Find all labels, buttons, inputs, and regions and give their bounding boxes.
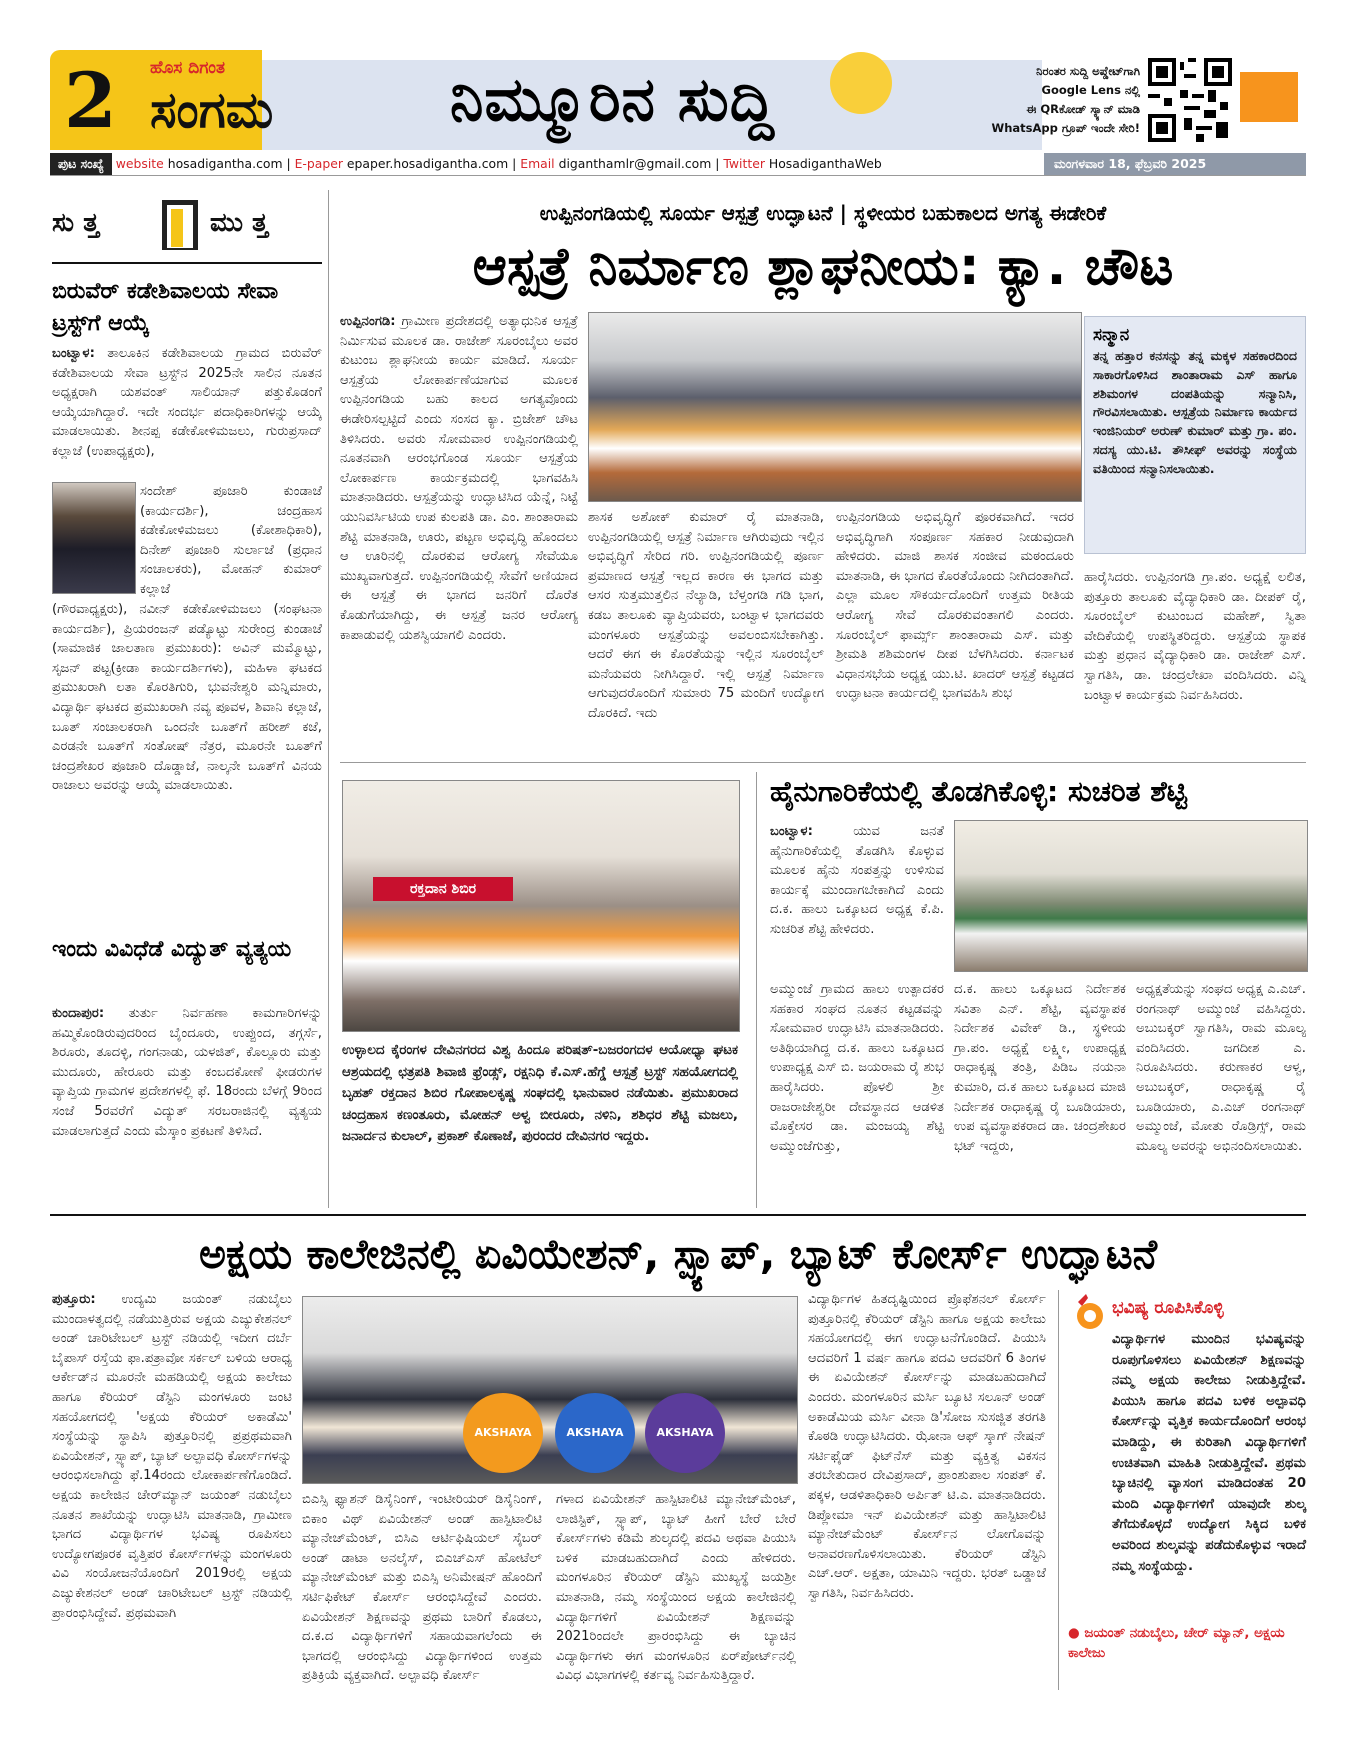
college-headline: ಅಕ್ಷಯ ಕಾಲೇಜಿನಲ್ಲಿ ಏವಿಯೇಶನ್, ಸ್ಪ್ಯಾಪ್, ಬ್ಯಾಟ್ ಕೋರ್ಸ್ ಉದ್ಘಾಟನೆ bbox=[198, 1230, 1158, 1278]
sidebar-story1-headline: ಬಿರುವೆರ್ ಕಡೇಶಿವಾಲಯ ಸೇವಾ ಟ್ರಸ್ಟ್‌ಗೆ ಆಯ್ಕೆ bbox=[52, 279, 279, 336]
lead-kicker: ಉಪ್ಪಿನಂಗಡಿಯಲ್ಲಿ ಸೂರ್ಯ ಆಸ್ಪತ್ರೆ ಉದ್ಘಾಟನೆ | ಸ್ಥಳೀಯರ ಬಹುಕಾಲದ ಅಗತ್ಯ ಈಡೇರಿಕೆ bbox=[539, 201, 1107, 225]
page-number: 2 bbox=[64, 56, 117, 145]
sanmana-title: ಸನ್ಮಾನ bbox=[1093, 325, 1130, 345]
lead-col2: ಶಾಸಕ ಅಶೋಕ್ ಕುಮಾರ್ ರೈ ಮಾತನಾಡಿ, ಉಪ್ಪಿನಂಗಡಿಯಲ್ಲಿ ಆಸ್ಪತ್ರೆ ನಿರ್ಮಾಣ ಆಗಿರುವುದು ಇಲ್ಲಿನ ಅಭಿವೃದ್ಧಿಗೆ ಸೇರಿದ ಗರಿ. ಉಪ್ಪಿನಂಗಡಿಯಲ್ಲಿ ಪೂರ್ಣ ಪ್ರಮಾಣದ ಆಸ್ಪತ್ರೆ ಇಲ್ಲದ ಕಾರಣ ಈ ಭಾಗದ ಮತ್ತು ಆಸರ ಸುತ್ತಮುತ್ತಲಿನ ನೆಲ್ಯಾಡಿ, ಬೆಳ್ತಂಗಡಿ ಗಡಿ ಭಾಗ, ಕಡಬ ತಾಲೂಕು ವ್ಯಾಪ್ತಿಯವರು, ಬಂಟ್ವಾಳ ಭಾಗದವರು ಮಂಗಳೂರು ಆಸ್ಪತ್ರೆಯನ್ನು ಅವಲಂಬಿಸಬೇಕಾಗಿತ್ತು. ಆದರೆ ಈಗ ಈ ಕೊರತೆಯನ್ನು ಇಲ್ಲಿನ ಸೂರಂಬೈಲ್ ಮನೆಯವರು ನೀಗಿಸಿದ್ದಾರೆ. ಇಲ್ಲಿ ಆಸ್ಪತ್ರೆ ನಿರ್ಮಾಣ ಆಗುವುದರೊಂದಿಗೆ ಸುಮಾರು 75 ಮಂದಿಗೆ ಉದ್ಯೋಗ ದೊರಕಿದೆ. ಇದು bbox=[588, 510, 824, 721]
sidebar-story1-rest: (ಗೌರವಾಧ್ಯಕ್ಷರು), ನವೀನ್ ಕಡೇಕೋಳಿಮಜಲು (ಸಂಘಟನಾ ಕಾರ್ಯದರ್ಶಿ), ಪ್ರಿಯರಂಜನ್ ಪಡ್ಯೊಟ್ಟು ಸುರೇಂದ್ರ ಕುಂಡಾಜೆ (ಸಾಮಾಜಿಕ ಜಾಲತಾಣ ಪ್ರಮುಖರು): ಅವಿನ್ ಮಮ್ಮೊಟ್ಟು, ಸೃಜನ್ ಪಟ್ಟ(ಕ್ರೀಡಾ ಕಾರ್ಯದರ್ಶಿಗಳು), ಮಹಿಳಾ ಘಟಕದ ಪ್ರಮುಖರಾಗಿ ಲತಾ ಕೊರತಿಗುರಿ, ಭುವನೇಶ್ವರಿ ಮನ್ನಿಮಾರು, ವಿದ್ಯಾರ್ಥಿ ಘಟಕದ ಪ್ರಮುಖರಾಗಿ ನವ್ಯ ಪೂವಳ, ಶಿವಾನಿ ಕಲ್ಲಾಜೆ, ಬೂತ್ ಸಂಚಾಲಕರಾಗಿ ಒಂದನೇ ಬೂತ್‌ಗೆ ಹರೀಶ್ ಕಜೆ, ಎರಡನೇ ಬೂತ್‌ಗೆ ಸಂತೋಷ್ ನೆತ್ರರ, ಮೂರನೇ ಬೂತ್‌ಗೆ ಚಂದ್ರಶೇಖರ ಪೂಜಾರಿ ದೊಡ್ಡಾಜೆ, ನಾಲ್ಕನೇ ಬೂತ್‌ಗೆ ವಿನಯ ರಾಜಾಲು ಅವರನ್ನು ಆಯ್ಕೆ ಮಾಡಲಾಯಿತು. bbox=[52, 602, 322, 794]
dairy-col1-top: ಬಂಟ್ವಾಳ: ಯುವ ಜನತೆ ಹೈನುಗಾರಿಕೆಯಲ್ಲಿ ತೊಡಗಿಸಿ ಕೊಳ್ಳುವ ಮೂಲಕ ಹೈನು ಸಂಪತ್ತನ್ನು ಉಳಿಸುವ ಕಾರ್ಯಕ್ಕೆ ಮುಂದಾಗಬೇಕಾಗಿದೆ ಎಂದು ದ.ಕ. ಹಾಲು ಒಕ್ಕೂಟದ ಅಧ್ಯಕ್ಷ ಕೆ.ಪಿ. ಸುಚರಿತ ಶೆಟ್ಟಿ ಹೇಳಿದರು. bbox=[770, 824, 944, 937]
sidebar-story1-top: ಬಂಟ್ವಾಳ: ತಾಲೂಕಿನ ಕಡೇಶಿವಾಲಯ ಗ್ರಾಮದ ಬಿರುವೆರ್ ಕಡೇಶಿವಾಲಯ ಸೇವಾ ಟ್ರಸ್ಟ್‌ನ 2025ನೇ ಸಾಲಿನ ನೂತನ ಅಧ್ಯಕ್ಷರಾಗಿ ಯಶವಂತ್ ಸಾಲಿಯಾನ್ ಪತ್ತುಕೊಡಂಗೆ ಆಯ್ಕೆಯಾಗಿದ್ದಾರೆ. ಇದೇ ಸಂದರ್ಭ ಪದಾಧಿಕಾರಿಗಳನ್ನು ಆಯ್ಕೆ ಮಾಡಲಾಯಿತು. ಶೀನಪ್ಪ ಕಡೇಕೋಳಿಮಜಲು, ಗುರುಪ್ರಸಾದ್ ಕಲ್ಲಾಜೆ (ಉಪಾಧ್ಯಕ್ಷರು), bbox=[52, 346, 322, 459]
links-bar: ಪುಟ ಸಂಖ್ಯೆ website hosadigantha.com | E-paper epaper.hosadigantha.com | Email diganthamlr@gmail.com | Twitter HosadiganthaWeb bbox=[50, 153, 1306, 176]
lead-col1: ಉಪ್ಪಿನಂಗಡಿ: ಗ್ರಾಮೀಣ ಪ್ರದೇಶದಲ್ಲಿ ಅತ್ಯಾಧುನಿಕ ಆಸ್ಪತ್ರೆ ನಿರ್ಮಿಸುವ ಮೂಲಕ ಡಾ. ರಾಜೇಶ್ ಸೂರಂಬೈಲು ಅವರ ಕುಟುಂಬ ಶ್ಲಾಘನೀಯ ಕಾರ್ಯ ಮಾಡಿದೆ. ಸೂರ್ಯ ಆಸ್ಪತ್ರೆಯ ಲೋಕಾರ್ಪಣೆಯಾಗುವ ಮೂಲಕ ಉಪ್ಪಿನಂಗಡಿಯ ಬಹು ಕಾಲದ ಅಗತ್ಯವೊಂದು ಈಡೇರಿಸಲ್ಪಟ್ಟಿದೆ ಎಂದು ಸಂಸದ ಕ್ಯಾ. ಬ್ರಿಜೇಶ್ ಚೌಟ ತಿಳಿಸಿದರು. ಅವರು ಸೋಮವಾರ ಉಪ್ಪಿನಂಗಡಿಯಲ್ಲಿ ನೂತನವಾಗಿ ಆರಂಭಗೊಂಡ ಸೂರ್ಯ ಆಸ್ಪತ್ರೆಯ ಲೋಕಾರ್ಪಣ ಕಾರ್ಯಕ್ರಮದಲ್ಲಿ ಭಾಗವಹಿಸಿ ಮಾತನಾಡಿದರು. ಆಸ್ಪತ್ರೆಯನ್ನು ಉದ್ಘಾಟಿಸಿದ ಯೆನ್ನೆ, ನಿಟ್ಟೆ ಯುನಿವರ್ಸಿಟಿಯ ಉಪ ಕುಲಪತಿ ಡಾ. ಎಂ. ಶಾಂತಾರಾಮ ಶೆಟ್ಟಿ ಮಾತನಾಡಿ, ಊರು, ಪಟ್ಟಣ ಅಭಿವೃದ್ಧಿ ಹೊಂದಲು ಆ ಊರಿನಲ್ಲಿ ದೊರಕುವ ಆರೋಗ್ಯ ಸೇವೆಯೂ ಮುಖ್ಯವಾಗುತ್ತದೆ. ಉಪ್ಪಿನಂಗಡಿಯಲ್ಲಿ ಸೇವೆಗೆ ಅಣಿಯಾದ ಈ ಆಸ್ಪತ್ರೆ ಈ ಭಾಗದ ಜನರಿಗೆ ದೊರೆತ ಕೊಡುಗೆಯಾಗಿದ್ದು, ಈ ಆಸ್ಪತ್ರೆ ಜನರ ಆರೋಗ್ಯ ಕಾಪಾಡುವಲ್ಲಿ ಯಶಸ್ವಿಯಾಗಲಿ ಎಂದರು. bbox=[340, 314, 578, 643]
website-link[interactable]: hosadigantha.com bbox=[167, 156, 283, 171]
dairy-photo bbox=[954, 820, 1308, 972]
date-box: ಮಂಗಳವಾರ 18, ಫೆಬ್ರವರಿ 2025 bbox=[1044, 153, 1306, 175]
dairy-col3: ಅಧ್ಯಕ್ಷತೆಯನ್ನು ಸಂಘದ ಅಧ್ಯಕ್ಷ ಎ.ಎಚ್. ರಂಗನಾಥ್ ಅಮ್ಮುಂಜೆ ವಹಿಸಿದ್ದರು. ಅಬುಬಕ್ಕರ್ ಸ್ವಾಗತಿಸಿ, ರಾಮ ಮೂಲ್ಯ ವಂದಿಸಿದರು. ಜಗದೀಶ ಎ. ನಿರೂಪಿಸಿದರು. ಕರುಣಾಕರ ಆಳ್ವ, ಅಬುಬಕ್ಕರ್, ರಾಧಾಕೃಷ್ಣ ರೈ ಬೂಡಿಯಾರು, ಎ.ಎಚ್ ರಂಗನಾಥ್ ಅಮ್ಮುಂಜೆ, ಮೋತು ರೊಡ್ರಿಗ್ಸ್, ರಾಮ ಮೂಲ್ಯ ಅವರನ್ನು ಅಭಿನಂದಿಸಲಾಯಿತು. bbox=[1136, 982, 1306, 1154]
email-link[interactable]: diganthamlr@gmail.com bbox=[558, 156, 712, 171]
column-logo: ಸು ತ್ತ ಮು ತ್ತ bbox=[52, 200, 322, 254]
lead-headline: ಆಸ್ಪತ್ರೆ ನಿರ್ಮಾಣ ಶ್ಲಾಘನೀಯ: ಕ್ಯಾ. ಚೌಟ bbox=[472, 237, 1174, 297]
quote-mark-icon bbox=[1068, 1292, 1108, 1332]
brand-small: ಹೊಸ ದಿಗಂತ bbox=[150, 58, 225, 78]
dairy-headline: ಹೈನುಗಾರಿಕೆಯಲ್ಲಿ ತೊಡಗಿಕೊಳ್ಳಿ: ಸುಚರಿತ ಶೆಟ್ಟಿ bbox=[770, 775, 1188, 808]
dairy-col2: ದ.ಕ. ಹಾಲು ಒಕ್ಕೂಟದ ನಿರ್ದೇಶಕ ಸವಿತಾ ಎನ್. ಶೆಟ್ಟಿ, ವ್ಯವಸ್ಥಾಪಕ ನಿರ್ದೇಶಕ ವಿವೇಕ್ ಡಿ., ಸ್ಥಳೀಯ ಗ್ರಾ.ಪಂ. ಅಧ್ಯಕ್ಷೆ ಲಕ್ಷ್ಮೀ, ಉಪಾಧ್ಯಕ್ಷ ರಾಧಾಕೃಷ್ಣ ತಂತ್ರಿ, ಪಿಡಿಒ ನಯನಾ ಕುಮಾರಿ, ದ.ಕ ಹಾಲು ಒಕ್ಕೂಟದ ಮಾಜಿ ನಿರ್ದೇಶಕ ರಾಧಾಕೃಷ್ಣ ರೈ ಬೂಡಿಯಾರು, ಉಪ ವ್ಯವಸ್ಥಾಪಕರಾದ ಡಾ. ಚಂದ್ರಶೇಖರ ಭಟ್ ಇದ್ದರು, bbox=[954, 982, 1126, 1154]
college-col4: ವಿದ್ಯಾರ್ಥಿಗಳ ಹಿತದೃಷ್ಟಿಯಿಂದ ಪ್ರೊಫೆಶನಲ್ ಕೋರ್ಸ್ ಪುತ್ತೂರಿನಲ್ಲಿ ಕೆರಿಯರ್ ಡೆಸ್ಟಿನಿ ಹಾಗೂ ಅಕ್ಷಯ ಕಾಲೇಜು ಸಹಯೋಗದಲ್ಲಿ ಈಗ ಉದ್ಘಾಟನೆಗೊಂಡಿದೆ. ಪಿಯುಸಿ ಆದವರಿಗೆ 1 ವರ್ಷ ಹಾಗೂ ಪದವಿ ಆದವರಿಗೆ 6 ತಿಂಗಳ ಈ ಏವಿಯೇಶನ್ ಕೋರ್ಸ್‌ನ್ನು ಮಾಡಬಹುದಾಗಿದೆ ಎಂದರು. ಮಂಗಳೂರಿನ ಮರ್ಸಿ ಬ್ಯೂಟಿ ಸಲೂನ್ ಅಂಡ್ ಅಕಾಡೆಮಿಯ ಮರ್ಸಿ ವೀನಾ ಡಿ'ಸೋಜ ಸುಸಜ್ಜಿತ ತರಗತಿ ಕೊಠಡಿ ಉದ್ಘಾಟಿಸಿದರು. ಝೋನಾ ಆಫ್ ಸ್ಕಾಗ್ ನೇಷನ್ ಸರ್ಟಿಫೈಡ್ ಫಿಟ್‌ನೆಸ್ ಮತ್ತು ವ್ಯಕ್ತಿತ್ವ ವಿಕಸನ ತರಬೇತುದಾರ ದೇವಿಪ್ರಸಾದ್, ಪ್ರಾಂಶುಪಾಲ ಸಂಪತ್ ಕೆ. ಪಕ್ಕಳ, ಆಡಳಿತಾಧಿಕಾರಿ ಅರ್ಪಿತ್ ಟಿ.ಎ. ಮಾತನಾಡಿದರು. ಡಿಪ್ಲೋಮಾ ಇನ್ ಏವಿಯೇಶನ್ ಮತ್ತು ಹಾಸ್ಪಿಟಾಲಿಟಿ ಮ್ಯಾನೇಜ್‌ಮೆಂಟ್ ಕೋರ್ಸ್‌ನ ಲೋಗೊವನ್ನು ಅನಾವರಣಗೊಳಿಸಲಾಯಿತು. ಕೆರಿಯರ್ ಡೆಸ್ಟಿನಿ ಎಚ್.ಆರ್. ಅಕ್ಷತಾ, ಯಾಮಿನಿ ಇದ್ದರು. ಭರತ್ ಒಡ್ಡಾಜೆ ಸ್ವಾಗತಿಸಿ, ನಿರ್ವಹಿಸಿದರು. bbox=[808, 1292, 1046, 1601]
college-col3: ಗಳಾದ ಏವಿಯೇಶನ್ ಹಾಸ್ಪಿಟಾಲಿಟಿ ಮ್ಯಾನೇಜ್‌ಮೆಂಟ್, ಲಾಜಿಸ್ಟಿಕ್, ಸ್ಪ್ಯಾಪ್, ಬ್ಯಾಟ್ ಹೀಗೆ ಬೇರೆ ಬೇರೆ ಕೋರ್ಸ್‌ಗಳು ಕಡಿಮೆ ಶುಲ್ಕದಲ್ಲಿ ಪದವಿ ಅಥವಾ ಪಿಯುಸಿ ಬಳಿಕ ಮಾಡಬಹುದಾಗಿದೆ ಎಂದು ಹೇಳಿದರು. ಮಂಗಳೂರಿನ ಕೆರಿಯರ್ ಡೆಸ್ಟಿನಿ ಮುಖ್ಯಸ್ಥೆ ಜಯಶ್ರೀ ಮಾತನಾಡಿ, ನಮ್ಮ ಸಂಸ್ಥೆಯಿಂದ ಅಕ್ಷಯ ಕಾಲೇಜಿನಲ್ಲಿ ವಿದ್ಯಾರ್ಥಿಗಳಿಗೆ ಏವಿಯೇಶನ್ ಶಿಕ್ಷಣವನ್ನು 2021ರಿಂದಲೇ ಪ್ರಾರಂಭಿಸಿದ್ದು ಈ ಬ್ಯಾಚಿನ ವಿದ್ಯಾರ್ಥಿಗಳು ಈಗ ಮಂಗಳೂರಿನ ಏರ್‌ಪೋರ್ಟ್‌ನಲ್ಲಿ ವಿವಿಧ ವಿಭಾಗಗಳಲ್ಲಿ ಕರ್ತವ್ಯ ನಿರ್ವಹಿಸುತ್ತಿದ್ದಾರೆ. bbox=[556, 1492, 796, 1684]
college-logo-badge-1: AKSHAYA bbox=[463, 1393, 543, 1473]
college-logo-badge-3: AKSHAYA bbox=[645, 1393, 725, 1473]
lead-col3: ಉಪ್ಪಿನಂಗಡಿಯ ಅಭಿವೃದ್ಧಿಗೆ ಪೂರಕವಾಗಿದೆ. ಇದರ ಅಭಿವೃದ್ಧಿಗಾಗಿ ಸಂಪೂರ್ಣ ಸಹಕಾರ ನೀಡುವುದಾಗಿ ಹೇಳಿದರು. ಮಾಜಿ ಶಾಸಕ ಸಂಜೀವ ಮಠಂದೂರು ಮಾತನಾಡಿ, ಈ ಭಾಗದ ಕೊರತೆಯೊಂದು ನೀಗಿದಂತಾಗಿದೆ. ಎಲ್ಲಾ ಮೂಲ ಸೌಕರ್ಯದೊಂದಿಗೆ ಉತ್ತಮ ರೀತಿಯ ಆರೋಗ್ಯ ಸೇವೆ ದೊರಕುವಂತಾಗಲಿ ಎಂದರು. ಸೂರಂಬೈಲ್ ಫಾರ್ಮ್ಸ್ ಶಾಂತಾರಾಮ ಎಸ್. ಮತ್ತು ಶ್ರೀಮತಿ ಶಶಿಮಂಗಳ ದೀಪ ಬೆಳಗಿಸಿದರು. ಕರ್ನಾಟಕ ವಿಧಾನಸಭೆಯ ಅಧ್ಯಕ್ಷ ಯು.ಟಿ. ಖಾದರ್ ಆಸ್ಪತ್ರೆ ಕಟ್ಟಡದ ಉದ್ಘಾಟನಾ ಕಾರ್ಯದಲ್ಲಿ ಭಾಗವಹಿಸಿ ಶುಭ bbox=[836, 510, 1074, 702]
college-photo bbox=[302, 1296, 798, 1484]
quote-title: ಭವಿಷ್ಯ ರೂಪಿಸಿಕೊಳ್ಳಿ bbox=[1112, 1298, 1224, 1318]
sanmana-box bbox=[1084, 316, 1306, 554]
quote-attribution: ● ಜಯಂತ್ ನಡುಬೈಲು, ಚೇರ್ ಮ್ಯಾನ್, ಅಕ್ಷಯ ಕಾಲೇಜು bbox=[1068, 1626, 1285, 1661]
lead-col4: ಹಾರೈಸಿದರು. ಉಪ್ಪಿನಂಗಡಿ ಗ್ರಾ.ಪಂ. ಅಧ್ಯಕ್ಷೆ ಲಲಿತ, ಪುತ್ತೂರು ತಾಲೂಕು ವೈದ್ಯಾಧಿಕಾರಿ ಡಾ. ದೀಪಕ್ ರೈ, ಸೂರಂಬೈಲ್ ಕುಟುಂಬದ ಮಹೇಶ್, ಸ್ವಿತಾ ವೇದಿಕೆಯಲ್ಲಿ ಉಪಸ್ಥಿತರಿದ್ದರು. ಆಸ್ಪತ್ರೆಯ ಸ್ಥಾಪಕ ಮತ್ತು ಪ್ರಧಾನ ವೈದ್ಯಾಧಿಕಾರಿ ಡಾ. ರಾಜೇಶ್ ಎಸ್. ಸ್ವಾಗತಿಸಿ, ಡಾ. ಚಂದ್ರಲೇಖಾ ವಂದಿಸಿದರು. ವಿನ್ನಿ ಬಂಟ್ವಾಳ ಕಾರ್ಯಕ್ರಮ ನಿರ್ವಹಿಸಿದರು. bbox=[1084, 570, 1306, 703]
sidebar-story2-headline: ಇಂದು ವಿವಿಧೆಡೆ ವಿದ್ಯುತ್ ವ್ಯತ್ಯಯ bbox=[52, 937, 292, 962]
page-label: ಪುಟ ಸಂಖ್ಯೆ bbox=[50, 153, 112, 175]
dairy-col1-rest: ಅಮ್ಮುಂಜೆ ಗ್ರಾಮದ ಹಾಲು ಉತ್ಪಾದಕರ ಸಹಕಾರ ಸಂಘದ ನೂತನ ಕಟ್ಟಡವನ್ನು ಸೋಮವಾರ ಉದ್ಘಾಟಿಸಿ ಮಾತನಾಡಿದರು. ಅತಿಥಿಯಾಗಿದ್ದ ದ.ಕ. ಹಾಲು ಒಕ್ಕೂಟದ ಉಪಾಧ್ಯಕ್ಷ ಎಸ್ ಬಿ. ಜಯರಾಮ ರೈ ಶುಭ ಹಾರೈಸಿದರು. ಪೊಳಲಿ ಶ್ರೀ ರಾಜರಾಜೇಶ್ವರೀ ದೇವಸ್ಥಾನದ ಆಡಳಿತ ಮೊಕ್ತೇಸರ ಡಾ. ಮಂಜಯ್ಯ ಶೆಟ್ಟಿ ಅಮ್ಮುಂಜೆಗುತ್ತು, bbox=[770, 982, 944, 1154]
door-icon bbox=[162, 200, 198, 250]
orange-accent-block bbox=[1240, 72, 1298, 122]
college-col2: ಬಿಎಸ್ಸಿ ಫ್ಯಾಶನ್ ಡಿಸೈನಿಂಗ್, ಇಂಟೀರಿಯರ್ ಡಿಸೈನಿಂಗ್, ಬಿಕಾಂ ವಿಥ್ ಏವಿಯೇಶನ್ ಅಂಡ್ ಹಾಸ್ಪಿಟಾಲಿಟಿ ಮ್ಯಾನೇಜ್‌ಮೆಂಟ್, ಬಿಸಿಎ ಆರ್ಟಿಫಿಷಿಯಲ್ ಸೈಬರ್ ಅಂಡ್ ಡಾಟಾ ಅನಲೈಸ್, ಬಿಎಚ್‌ಎಸ್ ಹೋಟೆಲ್ ಮ್ಯಾನೇಜ್‌ಮೆಂಟ್ ಮತ್ತು ಬಿಎಸ್ಸಿ ಅನಿಮೇಷನ್ ಹೊಂದಿಗೆ ಸರ್ಟಿಫಿಕೇಟ್ ಕೋರ್ಸ್ ಆರಂಭಿಸಿದ್ದೇವೆ ಎಂದರು. ಏವಿಯೇಶನ್ ಶಿಕ್ಷಣವನ್ನು ಪ್ರಥಮ ಬಾರಿಗೆ ಕೊಡಲು, ದ.ಕ.ದ ವಿದ್ಯಾರ್ಥಿಗಳಿಗೆ ಸಹಾಯವಾಗಲೆಂದು ಈ ಭಾಗದಲ್ಲಿ ಆರಂಭಿಸಿದ್ದು ವಿದ್ಯಾರ್ಥಿಗಳಿಂದ ಉತ್ತಮ ಪ್ರತಿಕ್ರಿಯೆ ವ್ಯಕ್ತವಾಗಿದೆ. ಅಲ್ಪಾವಧಿ ಕೋರ್ಸ್ bbox=[302, 1492, 542, 1684]
qr-code-icon[interactable] bbox=[1148, 58, 1232, 142]
blood-camp-banner: ರಕ್ತದಾನ ಶಿಬಿರ bbox=[373, 877, 513, 901]
hospital-inauguration-photo bbox=[588, 312, 1082, 502]
qr-note: ನಿರಂತರ ಸುದ್ದಿ ಅಪ್ಡೇಟ್‌ಗಾಗಿ Google Lens ನಲ್ಲಿ ಈ QRಕೋಡ್ ಸ್ಕ್ಯಾನ್ ಮಾಡಿ WhatsApp ಗ್ರೂಪ್ ಇಂದೇ ಸೇರಿ! bbox=[991, 64, 1140, 135]
blood-camp-photo bbox=[342, 780, 740, 1032]
college-col1: ಪುತ್ತೂರು: ಉದ್ಯಮಿ ಜಯಂತ್ ನಡುಬೈಲು ಮುಂದಾಳತ್ವದಲ್ಲಿ ನಡೆಯುತ್ತಿರುವ ಅಕ್ಷಯ ಎಜ್ಯುಕೇಶನಲ್ ಅಂಡ್ ಚಾರಿಟೇಬಲ್ ಟ್ರಸ್ಟ್ ನಡಿಯಲ್ಲಿ ಇದೀಗ ದರ್ಬೆ ಬೈಪಾಸ್ ರಸ್ತೆಯ ಫಾ.ಪತ್ರಾವೋ ಸರ್ಕಲ್ ಬಳಿಯ ಆರಾಧ್ಯ ಆರ್ಕೇಡ್‌ನ ಮೂರನೇ ಮಹಡಿಯಲ್ಲಿ ಅಕ್ಷಯ ಕಾಲೇಜು ಹಾಗೂ ಕೆರಿಯರ್ ಡೆಸ್ಟಿನಿ ಮಂಗಳೂರು ಜಂಟಿ ಸಹಯೋಗದಲ್ಲಿ 'ಅಕ್ಷಯ ಕೆರಿಯರ್ ಅಕಾಡೆಮಿ' ಸಂಸ್ಥೆಯನ್ನು ಸ್ಥಾಪಿಸಿ ಪುತ್ತೂರಿನಲ್ಲಿ ಪ್ರಪ್ರಥಮವಾಗಿ ಏವಿಯೇಶನ್, ಸ್ಪ್ಯಾಪ್, ಬ್ಯಾಟ್ ಅಲ್ಪಾವಧಿ ಕೋರ್ಸ್‌ಗಳನ್ನು ಆರಂಭಿಸಲಾಗಿದ್ದು ಫೆ.14ರಂದು ಲೋಕಾರ್ಪಣೆಗೊಂಡಿದೆ. ಅಕ್ಷಯ ಕಾಲೇಜಿನ ಚೇರ್‌ಮ್ಯಾನ್ ಜಯಂತ್ ನಡುಬೈಲು ನೂತನ ಶಾಖೆಯನ್ನು ಉದ್ಘಾಟಿಸಿ ಮಾತನಾಡಿ, ಗ್ರಾಮೀಣ ಭಾಗದ ವಿದ್ಯಾರ್ಥಿಗಳ ಭವಿಷ್ಯ ರೂಪಿಸಲು ಉದ್ಯೋಗಪೂರಕ ವೃತ್ತಿಪರ ಕೋರ್ಸ್‌ಗಳನ್ನು ಮಂಗಳೂರು ವಿವಿ ಸಂಯೋಜನೆಯೊಂದಿಗೆ 2019ರಲ್ಲಿ ಅಕ್ಷಯ ಎಜ್ಯುಕೇಶನಲ್ ಅಂಡ್ ಚಾರಿಟೇಬಲ್ ಟ್ರಸ್ಟ್ ನಡಿಯಲ್ಲಿ ಪ್ರಾರಂಭಿಸಿದ್ದೇವೆ. ಪ್ರಥಮವಾಗಿ bbox=[52, 1292, 292, 1621]
twitter-link[interactable]: HosadiganthaWeb bbox=[768, 156, 882, 171]
portrait-photo bbox=[52, 482, 136, 594]
sidebar-story2-body: ಕುಂದಾಪುರ: ತುರ್ತು ನಿರ್ವಹಣಾ ಕಾಮಗಾರಿಗಳನ್ನು ಹಮ್ಮಿಕೊಂಡಿರುವುದರಿಂದ ಬೈಂದೂರು, ಉಪ್ಪುಂದ, ತಗ್ಗರ್ಸೆ, ಶಿರೂರು, ತೂದಳ್ಳಿ, ಗಂಗನಾಡು, ಯಳಜಿತ್, ಕೊಲ್ಲೂರು ಮತ್ತು ಮುದೂರು, ಹೇರೂರು ಮತ್ತು ಕಂಬದಕೋಣೆ ಫೀಡರುಗಳ ವ್ಯಾಪ್ತಿಯ ಗ್ರಾಮಗಳ ಪ್ರದೇಶಗಳಲ್ಲಿ ಫೆ. 18ರಂದು ಬೆಳಗ್ಗೆ 9ರಿಂದ ಸಂಜೆ 5ರವರೆಗೆ ವಿದ್ಯುತ್ ಸರಬರಾಜಿನಲ್ಲಿ ವ್ಯತ್ಯಯ ಮಾಡಲಾಗುತ್ತದೆ ಎಂದು ಮೆಸ್ಕಾಂ ಪ್ರಕಟಣೆ ತಿಳಿಸಿದೆ. bbox=[52, 1006, 322, 1139]
college-logo-badge-2: AKSHAYA bbox=[555, 1393, 635, 1473]
brand-big: ಸಂಗಮ bbox=[150, 81, 274, 139]
quote-body: ವಿದ್ಯಾರ್ಥಿಗಳ ಮುಂದಿನ ಭವಿಷ್ಯವನ್ನು ರೂಪುಗೊಳಿಸಲು ಏವಿಯೇಶನ್ ಶಿಕ್ಷಣವನ್ನು ನಮ್ಮ ಅಕ್ಷಯ ಕಾಲೇಜು ನೀಡುತ್ತಿದ್ದೇವೆ. ಪಿಯುಸಿ ಹಾಗೂ ಪದವಿ ಬಳಿಕ ಅಲ್ಪಾವಧಿ ಕೋರ್ಸ್‌ನ್ನು ವೃತ್ತಿಕ ಕಾರ್ಯದೊಂದಿಗೆ ಆರಂಭ ಮಾಡಿದ್ದು, ಈ ಕುರಿತಾಗಿ ವಿದ್ಯಾರ್ಥಿಗಳಿಗೆ ಉಚಿತವಾಗಿ ಮಾಹಿತಿ ನೀಡುತ್ತಿದ್ದೇವೆ. ಪ್ರಥಮ ಬ್ಯಾಚಿನಲ್ಲಿ ವ್ಯಾಸಂಗ ಮಾಡಿದಂತಹ 20 ಮಂದಿ ವಿದ್ಯಾರ್ಥಿಗಳಿಗೆ ಯಾವುದೇ ಶುಲ್ಕ ತೆಗೆದುಕೊಳ್ಳದೆ ಉದ್ಯೋಗ ಸಿಕ್ಕಿದ ಬಳಿಕ ಅವರಿಂದ ಶುಲ್ಕವನ್ನು ಪಡೆದುಕೊಳ್ಳುವ ಇರಾದೆ ನಮ್ಮ ಸಂಸ್ಥೆಯದ್ದು. bbox=[1112, 1332, 1306, 1574]
blood-camp-caption: ಉಳ್ಳಾಲದ ಕೈರಂಗಳ ದೇವಿನಗರದ ವಿಶ್ವ ಹಿಂದೂ ಪರಿಷತ್-ಬಜರಂಗದಳ ಆಯೋಧ್ಯಾ ಘಟಕ ಆಶ್ರಯದಲ್ಲಿ ಛತ್ರಪತಿ ಶಿವಾಜಿ ಫ್ರೆಂಡ್ಸ್, ರಕ್ಷನಿಧಿ ಕೆ.ಎಸ್.ಹೆಗ್ಡೆ ಆಸ್ಪತ್ರೆ ಟ್ರಸ್ಟ್ ಸಹಯೋಗದಲ್ಲಿ ಬೃಹತ್ ರಕ್ತದಾನ ಶಿಬಿರ ಗೋಪಾಲಕೃಷ್ಣ ಸಂಘದಲ್ಲಿ ಭಾನುವಾರ ನಡೆಯಿತು. ಪ್ರಮುಖರಾದ ಚಂದ್ರಹಾಸ ಕಣಂತೂರು, ಮೋಹನ್ ಅಳ್ವ ಬೀರೂರು, ನಳಿನಿ, ಶಶಿಧರ ಶೆಟ್ಟಿ ಮಜಲು, ಜನಾರ್ದನ ಕುಲಾಲ್, ಪ್ರಕಾಶ್ ಕೊಣಾಜೆ, ಪುರಂದರ ದೇವಿನಗರ ಇದ್ದರು. bbox=[342, 1043, 738, 1145]
sidebar-story1-wrap: ಸಂದೇಶ್ ಪೂಜಾರಿ ಕುಂಡಾಜೆ (ಕಾರ್ಯದರ್ಶಿ), ಚಂದ್ರಹಾಸ ಕಡೇಕೋಳಿಮಜಲು (ಕೋಶಾಧಿಕಾರಿ), ದಿನೇಶ್ ಪೂಜಾರಿ ಸುರ್ಲಾಜೆ (ಪ್ರಧಾನ ಸಂಚಾಲಕರು), ಮೋಹನ್ ಕುಮಾರ್ ಕಲ್ಲಾಜೆ bbox=[140, 484, 322, 597]
sanmana-body: ತನ್ನ ಹತ್ತಾರ ಕನಸನ್ನು ತನ್ನ ಮಕ್ಕಳ ಸಹಕಾರದಿಂದ ಸಾಕಾರಗೊಳಿಸಿದ ಶಾಂತಾರಾಮ ಎಸ್ ಹಾಗೂ ಶಶಿಮಂಗಳ ದಂಪತಿಯನ್ನು ಸನ್ಮಾನಿಸಿ, ಗೌರವಿಸಲಾಯಿತು. ಆಸ್ಪತ್ರೆಯ ನಿರ್ಮಾಣ ಕಾರ್ಯದ ಇಂಜಿನಿಯರ್ ಅರುಣ್ ಕುಮಾರ್ ಮತ್ತು ಗ್ರಾ. ಪಂ. ಸದಸ್ಯ ಯು.ಟಿ. ತೌಸೀಫ್ ಅವರನ್ನು ಸಂಸ್ಥೆಯ ವತಿಯಿಂದ ಸನ್ಮಾನಿಸಲಾಯಿತು. bbox=[1093, 348, 1297, 476]
epaper-link[interactable]: epaper.hosadigantha.com bbox=[346, 156, 509, 171]
section-title: ನಿಮ್ಮೂರಿನ ಸುದ್ದಿ bbox=[450, 65, 775, 135]
masthead-sun-circle bbox=[830, 52, 892, 114]
